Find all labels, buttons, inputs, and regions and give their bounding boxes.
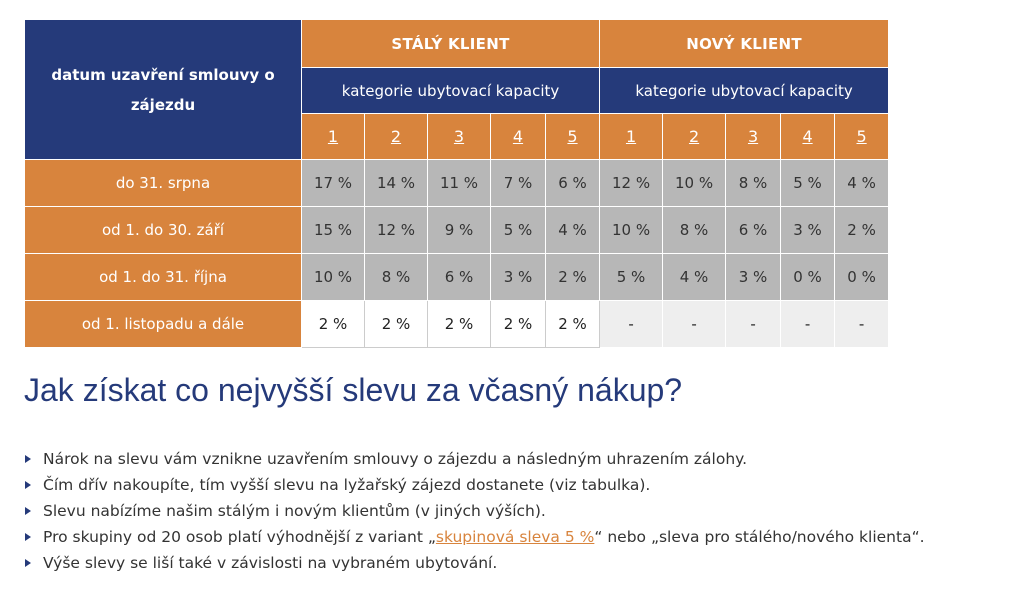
table-cell: 2 % [365,301,428,348]
table-cell: 2 % [835,207,889,254]
regular-category-3-link-cell [428,114,491,160]
table-cell: 8 % [663,207,726,254]
new-category-subheader: kategorie ubytovací kapacity [600,68,889,114]
list-item-text: Nárok na slevu vám vznikne uzavřením smlouvy o zájezdu a následným uhrazením zálohy. [43,450,748,468]
triangle-bullet-icon [25,455,31,463]
regular-category-1-link-cell [302,114,365,160]
table-cell: 2 % [428,301,491,348]
group-discount-link[interactable]: skupinová sleva 5 % [435,528,595,546]
triangle-bullet-icon [25,507,31,515]
section-heading: Jak získat co nejvyšší slevu za včasný nákup? [24,372,683,408]
regular-category-5-link-cell [546,114,600,160]
regular-category-1-link[interactable]: 1 [327,127,339,146]
table-cell: - [600,301,663,348]
new-category-5-link[interactable]: 5 [856,127,867,146]
table-cell: 6 % [546,160,600,207]
table-cell: 5 % [781,160,835,207]
triangle-bullet-icon [25,559,31,567]
new-category-3-link[interactable]: 3 [747,127,759,146]
table-cell: - [835,301,889,348]
regular-category-4-link-cell [491,114,546,160]
table-cell: 6 % [726,207,781,254]
new-category-4-link-cell [781,114,835,160]
table-cell: 4 % [663,254,726,301]
table-cell: 2 % [546,301,600,348]
table-cell: 12 % [600,160,663,207]
table-cell: 7 % [491,160,546,207]
table-cell: 14 % [365,160,428,207]
table-cell: 17 % [302,160,365,207]
table-row [25,254,889,301]
regular-category-subheader: kategorie ubytovací kapacity [302,68,600,114]
list-item-text-before: Pro skupiny od 20 osob platí výhodnější z variant „ [43,528,436,546]
triangle-bullet-icon [25,533,31,541]
table-cell: 12 % [365,207,428,254]
row-label-october: od 1. do 31. října [25,254,302,301]
triangle-bullet-icon [25,481,31,489]
regular-client-header: STÁLÝ KLIENT [302,20,600,68]
regular-category-3-link[interactable]: 3 [453,127,465,146]
new-category-5-link-cell [835,114,889,160]
row-label-august: do 31. srpna [25,160,302,207]
date-header: datum uzavření smlouvy o zájezdu [25,20,302,160]
benefits-list [24,446,925,576]
table-cell: 0 % [781,254,835,301]
table-cell: 4 % [835,160,889,207]
table-cell: 5 % [491,207,546,254]
table-cell: 3 % [726,254,781,301]
discount-table [24,19,889,348]
new-category-2-link[interactable]: 2 [688,127,700,146]
row-label-september: od 1. do 30. září [25,207,302,254]
list-item [24,472,925,498]
table-cell: 3 % [781,207,835,254]
table-cell: 2 % [546,254,600,301]
table-cell: 8 % [365,254,428,301]
list-item-text: Výše slevy se liší také v závislosti na vybraném ubytování. [43,554,498,572]
table-cell: - [663,301,726,348]
list-item-text: Slevu nabízíme našim stálým i novým klientům (v jiných výších). [43,502,546,520]
list-item [24,550,925,576]
table-cell: 4 % [546,207,600,254]
list-item-text: Čím dřív nakoupíte, tím vyšší slevu na lyžařský zájezd dostanete (viz tabulka). [43,476,651,494]
new-category-1-link[interactable]: 1 [625,127,637,146]
table-cell: - [726,301,781,348]
table-cell: 3 % [491,254,546,301]
list-item [24,524,925,550]
table-cell: 11 % [428,160,491,207]
table-row [25,301,889,348]
table-cell: 0 % [835,254,889,301]
list-item-text-after: “ nebo „sleva pro stálého/nového klienta“. [594,528,925,546]
new-category-4-link[interactable]: 4 [802,127,813,146]
table-cell: 8 % [726,160,781,207]
table-cell: 6 % [428,254,491,301]
list-item [24,446,925,472]
table-cell: 2 % [302,301,365,348]
new-client-header: NOVÝ KLIENT [600,20,889,68]
new-category-2-link-cell [663,114,726,160]
new-category-3-link-cell [726,114,781,160]
table-cell: 10 % [663,160,726,207]
table-cell: 2 % [491,301,546,348]
regular-category-2-link[interactable]: 2 [390,127,402,146]
regular-category-4-link[interactable]: 4 [512,127,524,146]
table-cell: 5 % [600,254,663,301]
new-category-1-link-cell [600,114,663,160]
list-item [24,498,925,524]
table-cell: 15 % [302,207,365,254]
table-cell: 10 % [302,254,365,301]
table-cell: 9 % [428,207,491,254]
regular-category-2-link-cell [365,114,428,160]
table-cell: 10 % [600,207,663,254]
regular-category-5-link[interactable]: 5 [567,127,578,146]
table-row [25,160,889,207]
table-cell: - [781,301,835,348]
table-row [25,207,889,254]
row-label-november: od 1. listopadu a dále [25,301,302,348]
